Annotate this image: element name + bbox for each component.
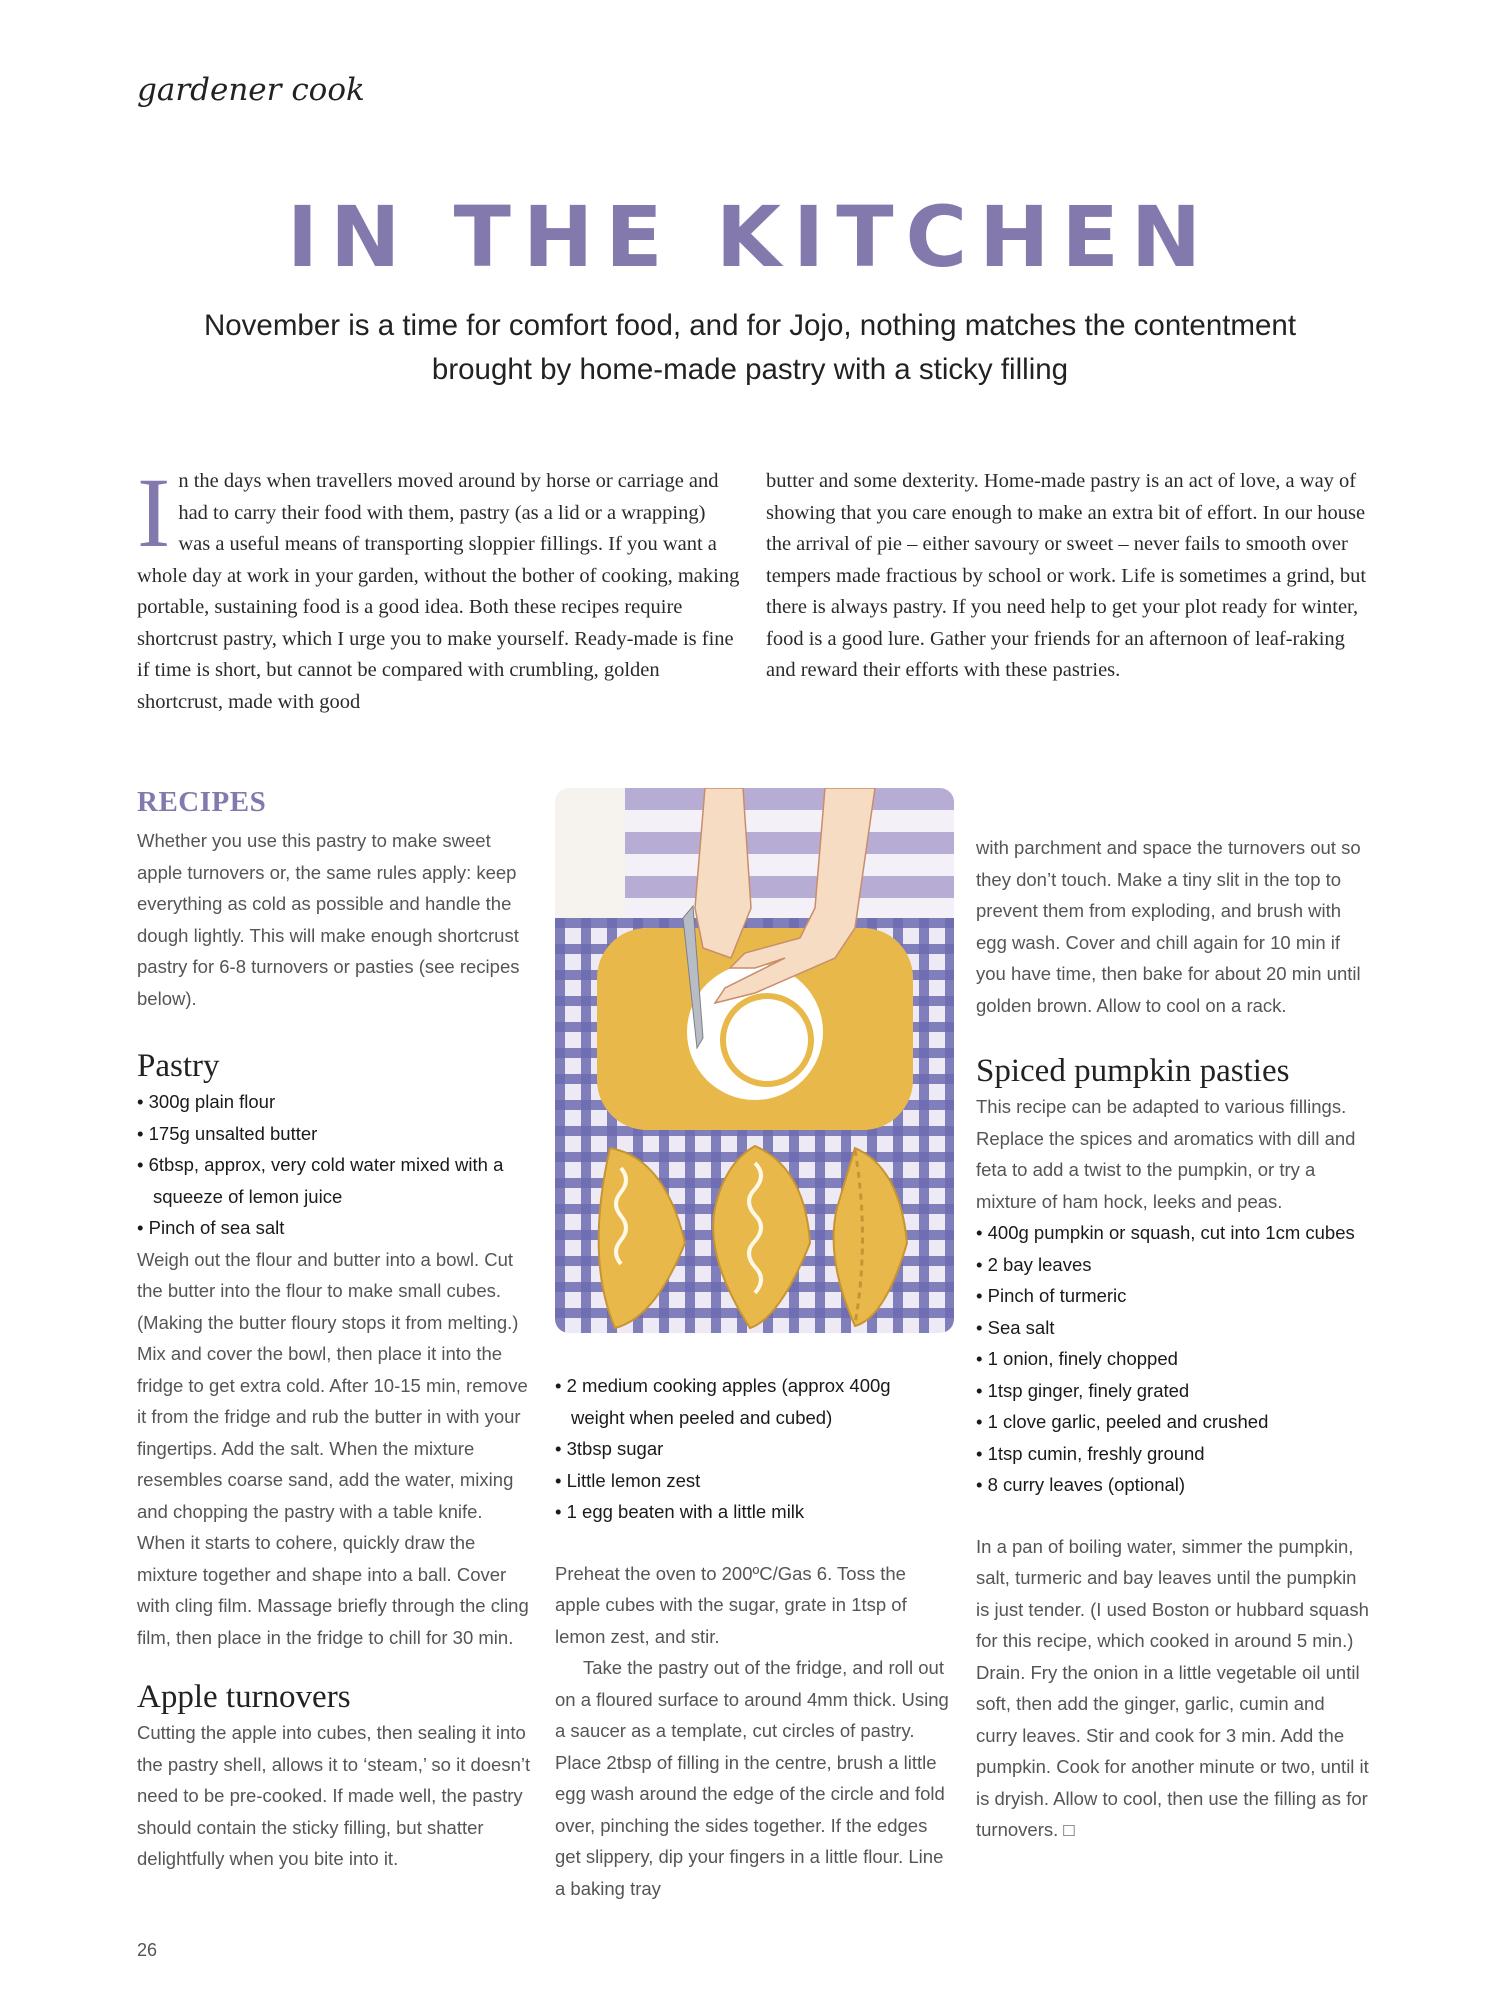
ingredient-item: • 1 onion, finely chopped xyxy=(976,1343,1370,1375)
ingredient-item: • 2 bay leaves xyxy=(976,1249,1370,1281)
ingredient-item: • 300g plain flour xyxy=(137,1086,531,1118)
ingredient-item: • 6tbsp, approx, very cold water mixed with a squeeze of lemon juice xyxy=(137,1149,531,1212)
ingredient-item: • 1tsp ginger, finely grated xyxy=(976,1375,1370,1407)
apple-method-2: Take the pastry out of the fridge, and roll out on a floured surface to around 4mm thick. Using a saucer as a template, cut circles of pastry. Place 2tbsp of filling in the centre, brush a little egg wash around the edge of the circle and fold over, pinching the sides together. If the edges get slippery, dip your fingers in a little flour. Line a baking tray xyxy=(555,1657,949,1899)
ingredient-item: • Sea salt xyxy=(976,1312,1370,1344)
ingredient-item: • 1 egg beaten with a little milk xyxy=(555,1496,949,1528)
illustration-svg xyxy=(555,788,954,1333)
ingredient-item: • 3tbsp sugar xyxy=(555,1433,949,1465)
intro-text-left: n the days when travellers moved around by horse or carriage and had to carry their food with them, pastry (as a lid or a wrapping) was a useful means of transporting sloppier fillings. If you want a whole day at work in your garden, without the bother of cooking, making portable, sustaining food is a good idea. Both these recipes require shortcrust pastry, which I urge you to make yourself. Ready-made is fine if time is short, but cannot be compared with crumbling, golden shortcrust, made with good xyxy=(137,470,740,713)
ingredient-item: • Little lemon zest xyxy=(555,1465,949,1497)
section-label: gardener cook xyxy=(137,72,365,108)
pastry-illustration xyxy=(555,788,954,1333)
ingredient-item: • 175g unsalted butter xyxy=(137,1118,531,1150)
pumpkin-method: In a pan of boiling water, simmer the pumpkin, salt, turmeric and bay leaves until the pumpkin is just tender. (I used Boston or hubbard squash for this recipe, which cooked in around 5 min.) Drain. Fry the onion in a little vegetable oil until soft, then add the ginger, garlic, cumin and curry leaves. Stir and cook for 3 min. Add the pumpkin. Cook for another minute or two, until it is dryish. Allow to cool, then use the filling as for turnovers. xyxy=(976,1535,1369,1840)
ingredient-item: • 2 medium cooking apples (approx 400g weight when peeled and cubed) xyxy=(555,1370,949,1433)
pastry-ingredient-list xyxy=(137,1086,531,1244)
intro-column-left xyxy=(137,457,741,718)
apple-method-1: Preheat the oven to 200ºC/Gas 6. Toss the apple cubes with the sugar, grate in 1tsp of lemon zest, and stir. xyxy=(555,1562,907,1647)
page-title: IN THE KITCHEN xyxy=(286,188,1214,286)
intro-column-right: butter and some dexterity. Home-made pastry is an act of love, a way of showing that you care enough to make an extra bit of effort. In our house the arrival of pie – either savoury or sweet – never fails to smooth over tempers made fractious by school or work. Life is sometimes a grind, but there is always pastry. If you need help to get your plot ready for winter, food is a good lure. Gather your friends for an afternoon of leaf-raking and reward their efforts with these pastries. xyxy=(766,470,1367,681)
ingredient-item: • Pinch of turmeric xyxy=(976,1280,1370,1312)
ingredient-item: • 1 clove garlic, peeled and crushed xyxy=(976,1406,1370,1438)
apple-ingredient-list xyxy=(555,1370,949,1528)
drop-cap: I xyxy=(137,457,171,568)
pumpkin-pasties-title: Spiced pumpkin pasties xyxy=(976,1053,1290,1089)
ingredient-item: • 400g pumpkin or squash, cut into 1cm cubes xyxy=(976,1217,1370,1249)
pastry-title: Pastry xyxy=(137,1048,220,1084)
pumpkin-intro: This recipe can be adapted to various fillings. Replace the spices and aromatics with dill and feta to add a twist to the pumpkin, or try a mixture of ham hock, leeks and peas. xyxy=(976,1096,1356,1212)
recipes-heading: RECIPES xyxy=(137,786,267,818)
apple-method-continued: with parchment and space the turnovers out so they don’t touch. Make a tiny slit in the top to prevent them from exploding, and brush with egg wash. Cover and chill again for 10 min if you have time, then bake for about 20 min until golden brown. Allow to cool on a rack. xyxy=(976,837,1361,1016)
page-number: 26 xyxy=(137,1940,158,1960)
pumpkin-ingredient-list xyxy=(976,1217,1370,1501)
recipes-column-1 xyxy=(137,786,531,1875)
standfirst: November is a time for comfort food, and for Jojo, nothing matches the contentment brought by home-made pastry with a sticky filling xyxy=(203,309,1297,386)
ingredient-item: • 1tsp cumin, freshly ground xyxy=(976,1438,1370,1470)
striped-cloth xyxy=(625,788,954,918)
pumpkin-method-block xyxy=(976,1531,1370,1846)
pastry-method: Weigh out the flour and butter into a bowl. Cut the butter into the flour to make small cubes. (Making the butter floury stops it from melting.) Mix and cover the bowl, then place it into the fridge to get extra cold. After 10-15 min, remove it from the fridge and rub the butter in with your fingertips. Add the salt. When the mixture resembles coarse sand, add the water, mixing and chopping the pastry with a table knife. When it starts to cohere, quickly draw the mixture together and shape into a ball. Cover with cling film. Massage briefly through the cling film, then place in the fridge to chill for 30 min. xyxy=(137,1248,529,1648)
apple-turnovers-title: Apple turnovers xyxy=(137,1679,351,1715)
recipes-column-2 xyxy=(555,1370,949,1904)
recipes-intro: Whether you use this pastry to make sweet apple turnovers or, the same rules apply: keep everything as cold as possible and handle the dough lightly. This will make enough shortcrust pastry for 6-8 turnovers or pasties (see recipes below). xyxy=(137,830,520,1009)
end-mark: □ xyxy=(1063,1819,1075,1840)
recipes-column-3 xyxy=(976,832,1370,1846)
ingredient-item: • Pinch of sea salt xyxy=(137,1212,531,1244)
ingredient-item: • 8 curry leaves (optional) xyxy=(976,1469,1370,1501)
apple-turnovers-intro: Cutting the apple into cubes, then sealing it into the pastry shell, allows it to ‘steam,’ so it doesn’t need to be pre-cooked. If made well, the pastry should contain the sticky filling, but shatter delightfully when you bite into it. xyxy=(137,1722,531,1869)
